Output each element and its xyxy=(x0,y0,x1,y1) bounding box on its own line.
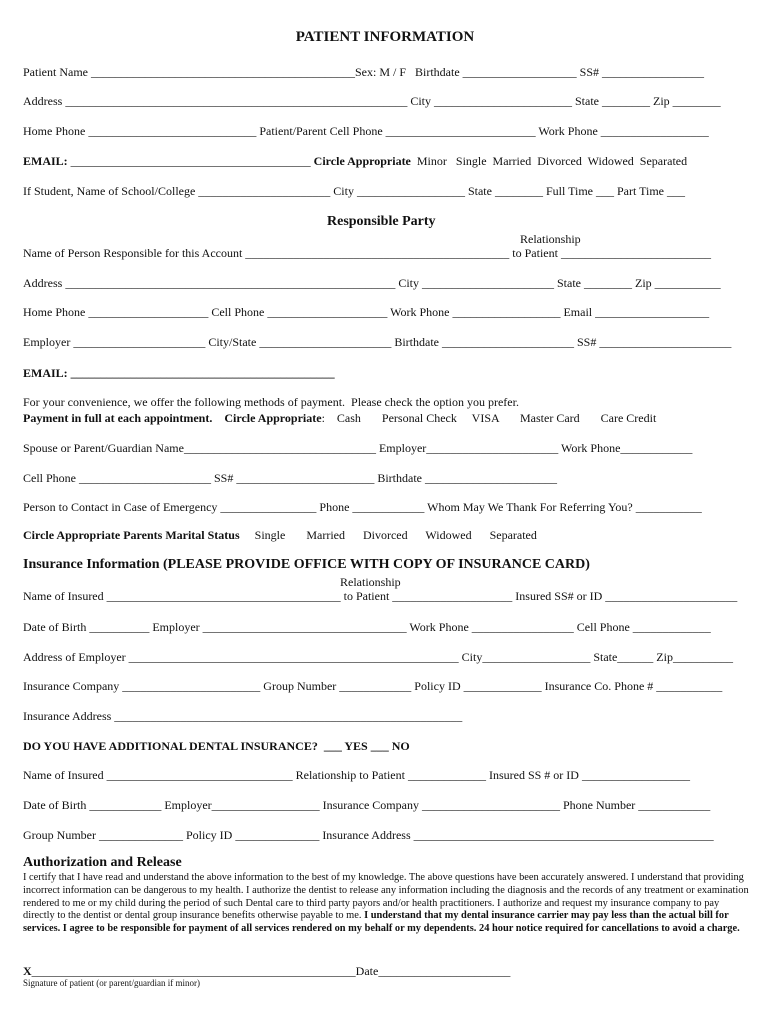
signature-x: X xyxy=(23,964,32,978)
insurance-heading: Insurance Information (PLEASE PROVIDE OFFICE WITH COPY OF INSURANCE CARD) xyxy=(23,557,590,572)
spouse-cell-row[interactable]: Cell Phone ______________________ SS# _______________________ Birthdate ______________________ xyxy=(23,471,557,485)
payment-method-options[interactable]: : Cash Personal Check VISA Master Card Care Credit xyxy=(321,411,657,425)
payment-circle-label: Circle Appropriate xyxy=(224,411,322,425)
secondary-group-row[interactable]: Group Number ______________ Policy ID ______________ Insurance Address __________________________________________________ xyxy=(23,828,714,842)
authorization-bold: I understand that my dental insurance carrier may pay less than the actual bill for services. I agree to be responsible for payment of all services rendered on my behalf or my dependents. 24 hour notice required for cancellations to avoid a charge. xyxy=(23,910,740,935)
signature-row[interactable] xyxy=(23,964,510,978)
responsible-party-heading: Responsible Party xyxy=(327,214,436,229)
payment-options-row[interactable] xyxy=(23,411,656,425)
patient-name-row[interactable]: Patient Name ____________________________________________Sex: M / F Birthdate ___________________ SS# _________________ xyxy=(23,65,704,79)
employer-address-row[interactable]: Address of Employer _______________________________________________________ City__________________ State______ Zip__________ xyxy=(23,650,733,664)
marital-options[interactable]: Minor Single Married Divorced Widowed Separated xyxy=(410,154,688,168)
responsible-name-row[interactable]: Name of Person Responsible for this Account ____________________________________________ to Patient _________________________ xyxy=(23,246,711,260)
insurance-company-row[interactable]: Insurance Company _______________________ Group Number ____________ Policy ID _____________ Insurance Co. Phone # ___________ xyxy=(23,679,723,693)
student-school-row[interactable]: If Student, Name of School/College ______________________ City __________________ State ________ Full Time ___ Part Time ___ xyxy=(23,184,686,198)
authorization-body: I certify that I have read and understand the above information to the best of my knowledge. The above questions have been accurately answered. I understand that providing incorrect information can be dangerous to my health. I authorize the dentist to release any information including the diagnosis and the records of any treatment or examination rendered to me or my child during the period of such Dental care to third party payors and/or health practitioners. I authorize and request my insurance company to pay directly to the dentist or dental group insurance benefits otherwise payable to me. xyxy=(23,872,749,922)
responsible-email-blank[interactable]: ____________________________________________ xyxy=(67,366,335,380)
responsible-phone-row[interactable]: Home Phone ____________________ Cell Phone ____________________ Work Phone __________________ Email ___________________ xyxy=(23,305,710,319)
responsible-employer-row[interactable]: Employer ______________________ City/State ______________________ Birthdate ______________________ SS# ______________________ xyxy=(23,335,732,349)
payment-full-label: Payment in full at each appointment. xyxy=(23,411,213,425)
parents-marital-row[interactable] xyxy=(23,528,537,542)
page-title: PATIENT INFORMATION xyxy=(295,29,475,45)
signature-line[interactable]: ______________________________________________________Date______________________ xyxy=(31,964,511,978)
circle-appropriate-label: Circle Appropriate xyxy=(313,154,411,168)
emergency-contact-row[interactable]: Person to Contact in Case of Emergency ________________ Phone ____________ Whom May We Thank For Referring You? ___________ xyxy=(23,500,702,514)
patient-email-row[interactable] xyxy=(23,154,687,168)
parents-marital-options[interactable]: Single Married Divorced Widowed Separated xyxy=(239,528,537,542)
email-label: EMAIL: xyxy=(23,154,68,168)
authorization-text xyxy=(23,872,750,936)
signature-caption: Signature of patient (or parent/guardian if minor) xyxy=(23,978,200,988)
responsible-email-label: EMAIL: xyxy=(23,366,68,380)
email-blank[interactable]: ________________________________________ xyxy=(67,154,314,168)
patient-address-row[interactable]: Address _________________________________________________________ City _______________________ State ________ Zip ________ xyxy=(23,94,721,108)
payment-intro: For your convenience, we offer the following methods of payment. Please check the option you prefer. xyxy=(23,395,519,409)
patient-phone-row[interactable]: Home Phone ____________________________ Patient/Parent Cell Phone _________________________ Work Phone __________________ xyxy=(23,124,709,138)
responsible-address-row[interactable]: Address _______________________________________________________ City ______________________ State ________ Zip ___________ xyxy=(23,276,721,290)
additional-insurance-row[interactable]: DO YOU HAVE ADDITIONAL DENTAL INSURANCE? ___ YES ___ NO xyxy=(23,739,410,753)
insurance-address-row[interactable]: Insurance Address __________________________________________________________ xyxy=(23,709,463,723)
spouse-row[interactable]: Spouse or Parent/Guardian Name________________________________ Employer______________________ Work Phone____________ xyxy=(23,441,693,455)
insured-dob-row[interactable]: Date of Birth __________ Employer __________________________________ Work Phone _________________ Cell Phone _____________ xyxy=(23,620,711,634)
secondary-dob-row[interactable]: Date of Birth ____________ Employer__________________ Insurance Company _______________________ Phone Number ____________ xyxy=(23,798,711,812)
insurance-relationship-label: Relationship xyxy=(340,575,401,589)
parents-marital-label: Circle Appropriate Parents Marital Status xyxy=(23,528,240,542)
insured-name-row[interactable]: Name of Insured _______________________________________ to Patient ____________________ Insured SS# or ID ______________________ xyxy=(23,589,738,603)
authorization-heading: Authorization and Release xyxy=(23,855,182,870)
responsible-relationship-label: Relationship xyxy=(520,232,581,246)
responsible-email-row[interactable] xyxy=(23,366,335,380)
secondary-insured-row[interactable]: Name of Insured _______________________________ Relationship to Patient _____________ Insured SS # or ID __________________ xyxy=(23,768,690,782)
